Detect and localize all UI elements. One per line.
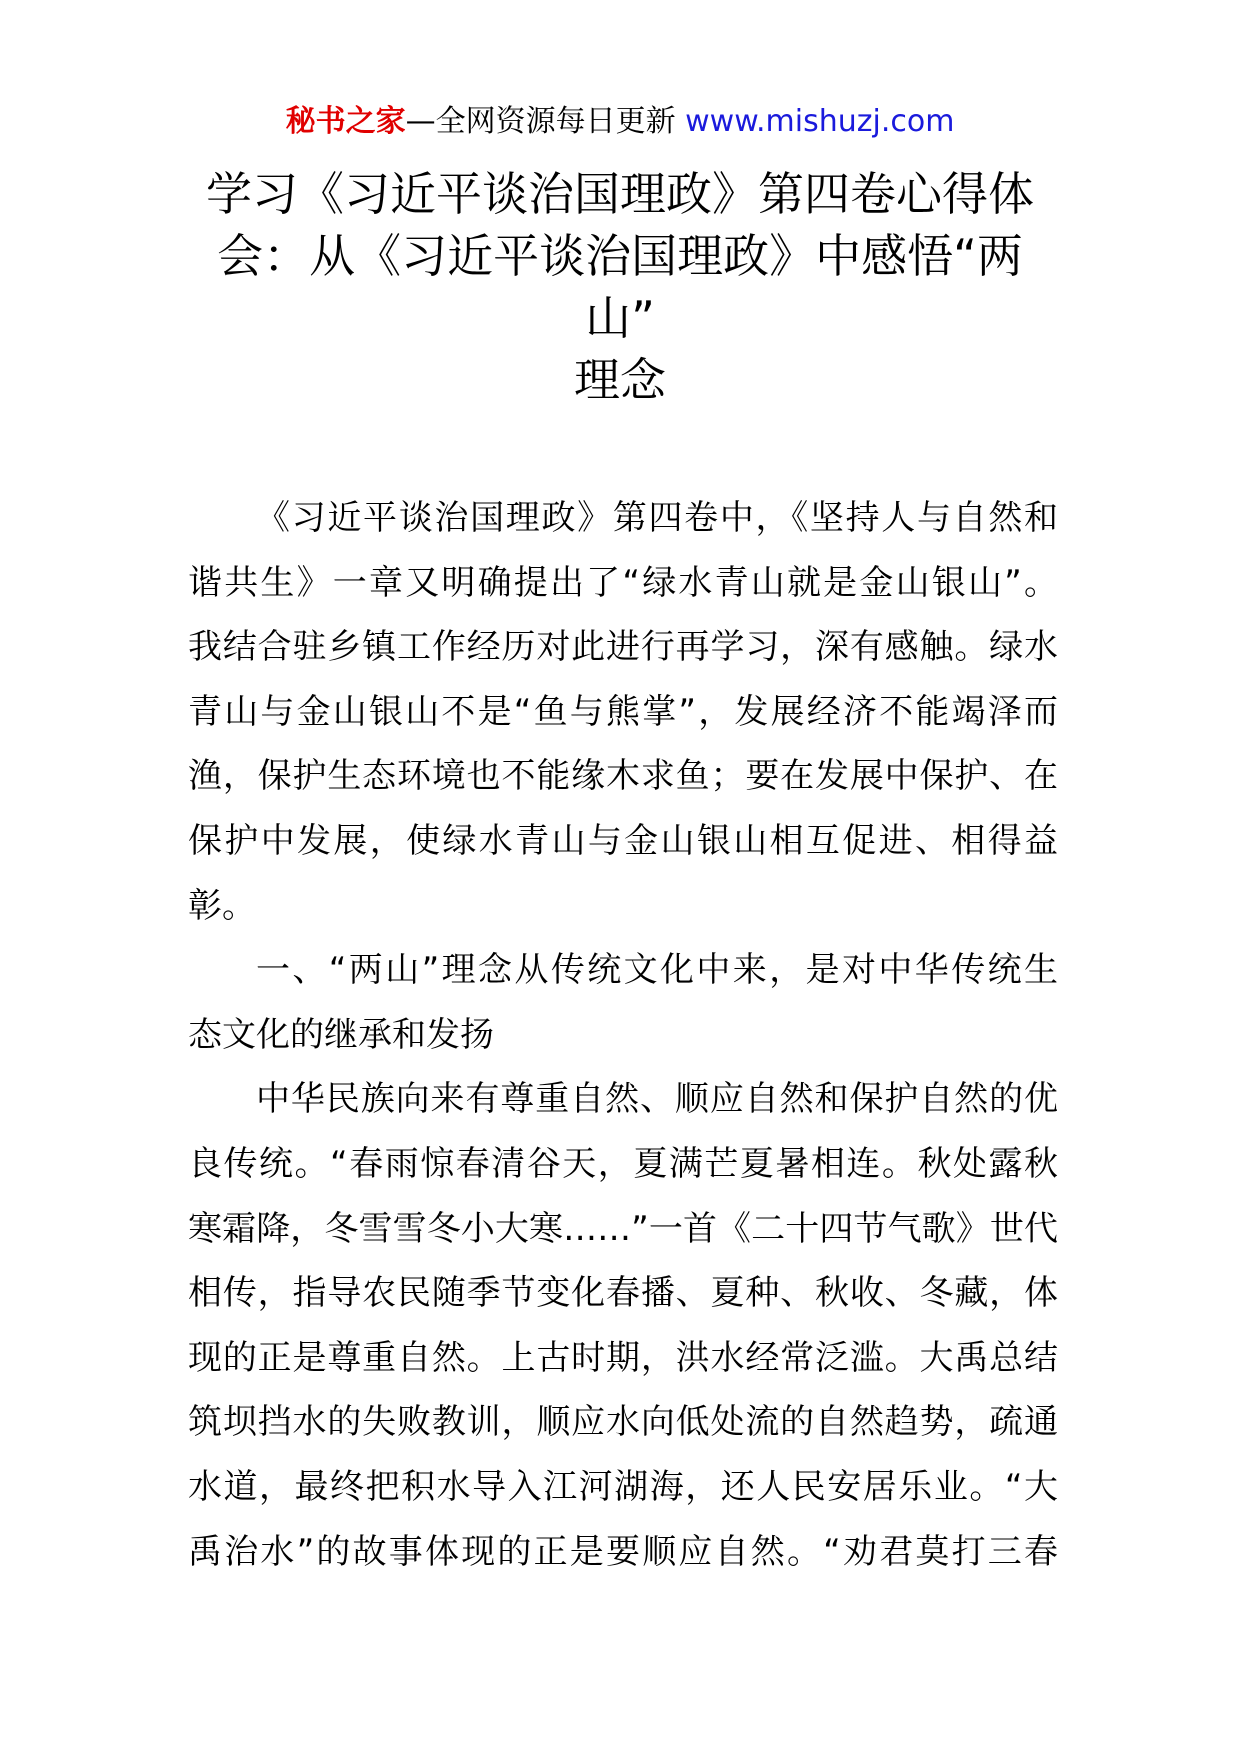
text-line: 彰。 — [188, 885, 256, 926]
title-line: 理念 — [574, 353, 666, 407]
text-line: 水道，最终把积水导入江河湖海，还人民安居乐业。“大 — [188, 1466, 1058, 1507]
text-line: 相传，指导农民随季节变化春播、夏种、秋收、冬藏，体 — [188, 1273, 1058, 1314]
text-line: 禹治水”的故事体现的正是要顺应自然。“劝君莫打三春 — [188, 1531, 1058, 1572]
text-line: 现的正是尊重自然。上古时期，洪水经常泛滥。大禹总结 — [188, 1337, 1058, 1378]
brand-name: 秘书之家 — [285, 104, 406, 139]
text-line: 寒霜降，冬雪雪冬小大寒……”一首《二十四节气歌》世代 — [188, 1208, 1058, 1249]
text-line: 良传统。“春雨惊春清谷天，夏满芒夏暑相连。秋处露秋 — [188, 1143, 1058, 1184]
text-line: 渔，保护生态环境也不能缘木求鱼；要在发展中保护、在 — [188, 756, 1058, 797]
title-line: 学习《习近平谈治国理政》第四卷心得体 — [206, 167, 1034, 221]
heading-line: 态文化的继承和发扬 — [188, 1014, 494, 1055]
document-body — [188, 486, 1058, 1584]
text-line: 保护中发展，使绿水青山与金山银山相互促进、相得益 — [188, 820, 1058, 861]
paragraph-intro — [188, 486, 1058, 938]
title-line: 会：从《习近平谈治国理政》中感悟“两 — [217, 229, 1023, 283]
text-line: 《习近平谈治国理政》第四卷中，《坚持人与自然和 — [256, 498, 1058, 538]
section-heading-1 — [188, 938, 1058, 1067]
text-line: 中华民族向来有尊重自然、顺应自然和保护自然的优 — [256, 1079, 1058, 1120]
title-line: 山” — [585, 291, 655, 345]
site-url-link[interactable]: www.mishuzj.com — [685, 104, 955, 139]
text-line: 谐共生》一章又明确提出了“绿水青山就是金山银山”。 — [188, 562, 1058, 603]
text-line: 青山与金山银山不是“鱼与熊掌”，发展经济不能竭泽而 — [188, 691, 1058, 732]
text-line: 我结合驻乡镇工作经历对此进行再学习，深有感触。绿水 — [188, 627, 1058, 668]
document-title — [200, 163, 1040, 411]
paragraph-tradition — [188, 1067, 1058, 1584]
header-tagline: —全网资源每日更新 — [405, 104, 686, 139]
heading-line: 一、“两山”理念从传统文化中来，是对中华传统生 — [256, 950, 1058, 991]
text-line: 筑坝挡水的失败教训，顺应水向低处流的自然趋势，疏通 — [188, 1402, 1058, 1443]
page-header — [0, 100, 1240, 144]
